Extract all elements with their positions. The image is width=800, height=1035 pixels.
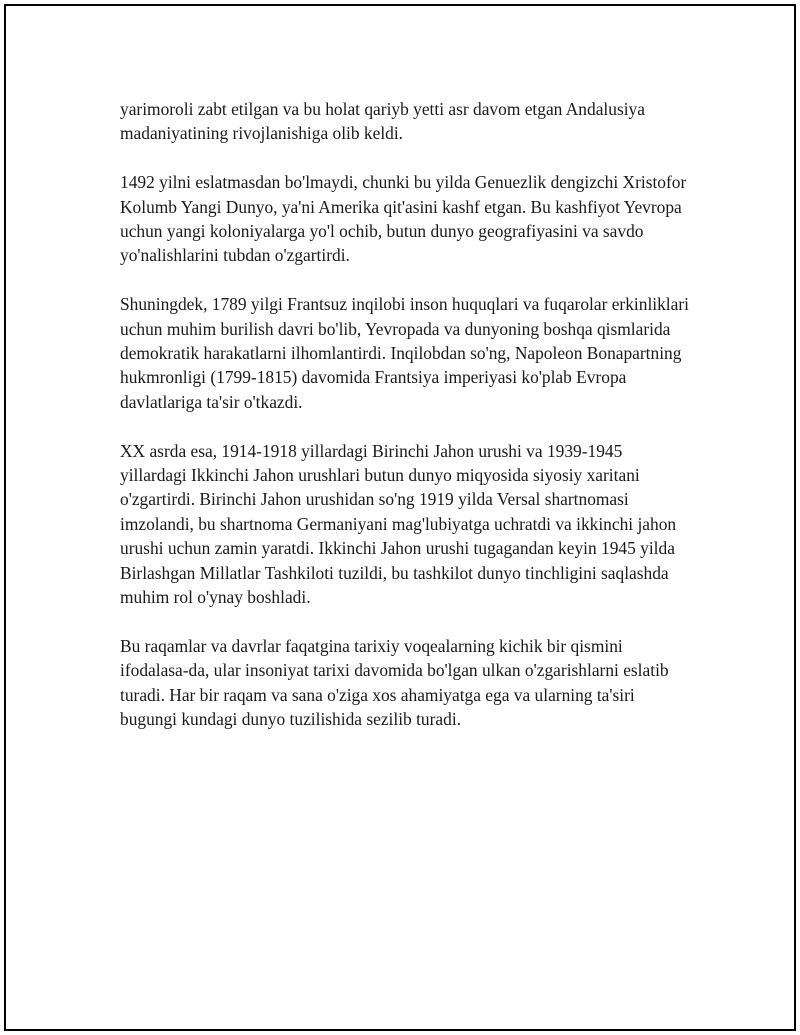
paragraph-conclusion: Bu raqamlar va davrlar faqatgina tarixiy voqealarning kichik bir qismini ifodalasa-da, ular insoniyat tarixi davomida bo'lgan ulkan o'zgarishlarni eslatib turadi. Har bir raqam va sana o'ziga xos ahamiyatga ega va ularning ta'siri bugungi kundagi dunyo tuzilishida sezilib turadi. — [120, 635, 669, 730]
paragraph-world-wars: XX asrda esa, 1914-1918 yillardagi Birinchi Jahon urushi va 1939-1945 yillardagi Ikkinchi Jahon urushlari butun dunyo miqyosida siyosiy xaritani o'zgartirdi. Birinchi Jahon urushidan so'ng 1919 yilda Versal shartnomasi imzolandi, bu shartnoma Germaniyani mag'lubiyatga uchratdi va ikkinchi jahon urushi uchun zamin yaratdi. Ikkinchi Jahon urushi tugagandan keyin 1945 yilda Birlashgan Millatlar Tashkiloti tuzildi, bu tashkilot dunyo tinchligini saqlashda muhim rol o'ynay boshladi. — [120, 440, 677, 608]
paragraph-french-revolution: Shuningdek, 1789 yilgi Frantsuz inqilobi inson huquqlari va fuqarolar erkinliklari uchun muhim burilish davri bo'lib, Yevropada va dunyoning boshqa qismlarida demokratik harakatlarni ilhomlantirdi. Inqilobdan so'ng, Napoleon Bonapartning hukmronligi (1799-1815) davomida Frantsiya imperiyasi ko'plab Evropa davlatlariga ta'sir o'tkazdi. — [120, 294, 689, 412]
document-body — [120, 97, 690, 756]
paragraph-columbus: 1492 yilni eslatmasdan bo'lmaydi, chunki bu yilda Genuezlik dengizchi Xristofor Kolumb Yangi Dunyo, ya'ni Amerika qit'asini kashf etgan. Bu kashfiyot Yevropa uchun yangi koloniyalarga yo'l ochib, butun dunyo geografiyasini va savdo yo'nalishlarini tubdan o'zgartirdi. — [120, 172, 687, 266]
paragraph-andalusia: yarimoroli zabt etilgan va bu holat qariyb yetti asr davom etgan Andalusiya madaniyatining rivojlanishiga olib keldi. — [120, 99, 645, 144]
document-page — [4, 4, 796, 1031]
